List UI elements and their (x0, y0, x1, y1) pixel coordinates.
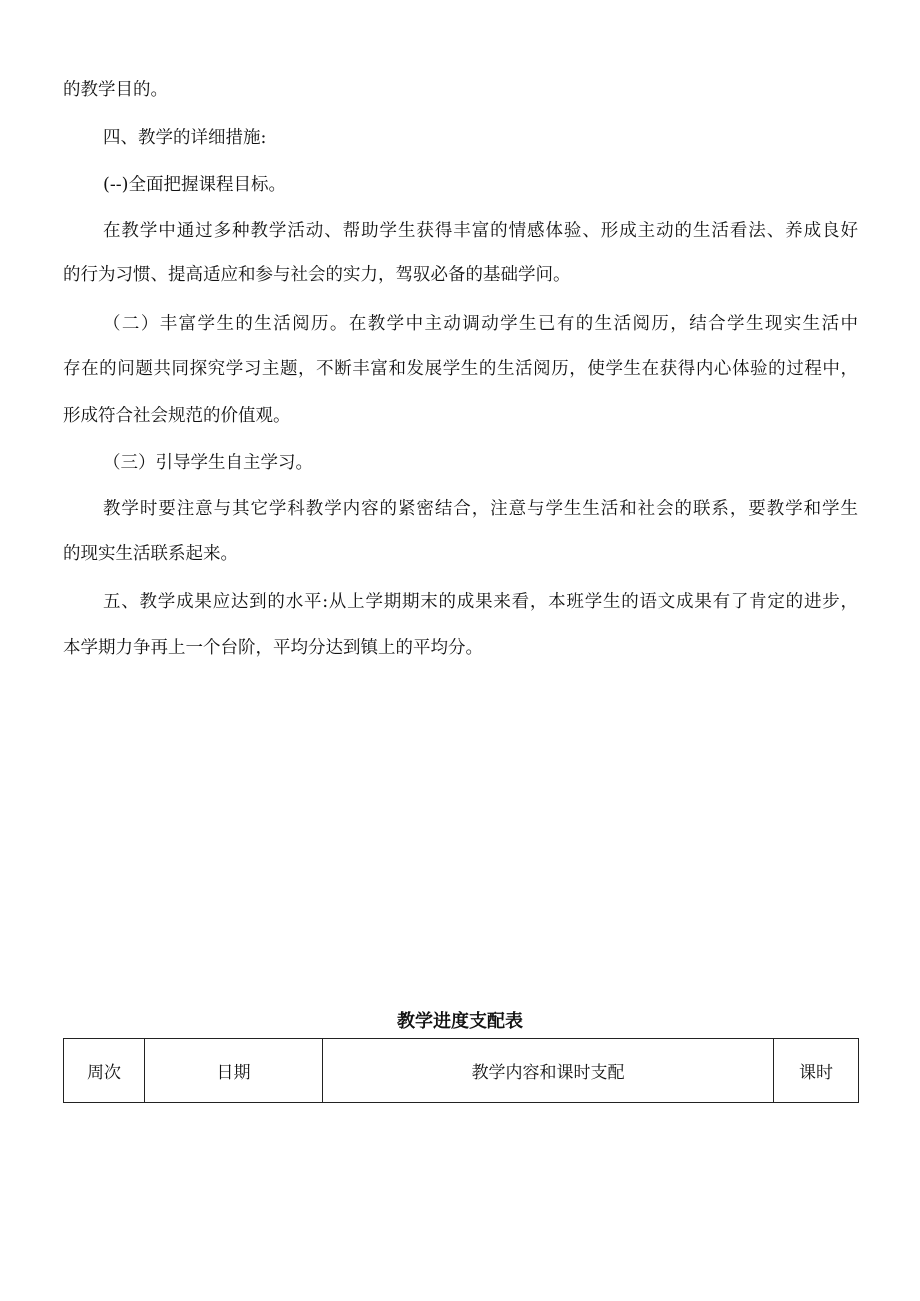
header-content: 教学内容和课时支配 (323, 1039, 774, 1103)
schedule-table-title: 教学进度支配表 (397, 1011, 523, 1032)
subsection-heading-3: （三）引导学生自主学习。 (103, 453, 313, 473)
paragraph-line: 存在的问题共同探究学习主题，不断丰富和发展学生的生活阅历，使学生在获得内心体验的过程中， (63, 359, 858, 379)
subsection-heading-2: （二）丰富学生的生活阅历。在教学中主动调动学生已有的生活阅历，结合学生现实生活中 (103, 314, 858, 334)
header-week: 周次 (64, 1039, 145, 1103)
paragraph-line: 在教学中通过多种教学活动、帮助学生获得丰富的情感体验、形成主动的生活看法、养成良好 (103, 221, 858, 241)
section-heading-results: 五、教学成果应达到的水平:从上学期期末的成果来看，本班学生的语文成果有了肯定的进步， (103, 592, 858, 612)
paragraph-line: 的行为习惯、提高适应和参与社会的实力，驾驭必备的基础学问。 (63, 265, 571, 285)
paragraph-line: 本学期力争再上一个台阶，平均分达到镇上的平均分。 (63, 638, 483, 658)
paragraph-line: 的教学目的。 (63, 80, 168, 100)
section-heading-measures: 四、教学的详细措施: (103, 128, 267, 148)
subsection-heading-1: (--)全面把握课程目标。 (103, 175, 286, 195)
paragraph-line: 教学时要注意与其它学科教学内容的紧密结合，注意与学生生活和社会的联系，要教学和学生 (103, 499, 858, 519)
paragraph-line: 的现实生活联系起来。 (63, 544, 238, 564)
header-date: 日期 (145, 1039, 323, 1103)
schedule-table-header-row (64, 1039, 859, 1103)
header-hours: 课时 (774, 1039, 859, 1103)
paragraph-line: 形成符合社会规范的价值观。 (63, 406, 291, 426)
schedule-table (63, 1038, 859, 1103)
